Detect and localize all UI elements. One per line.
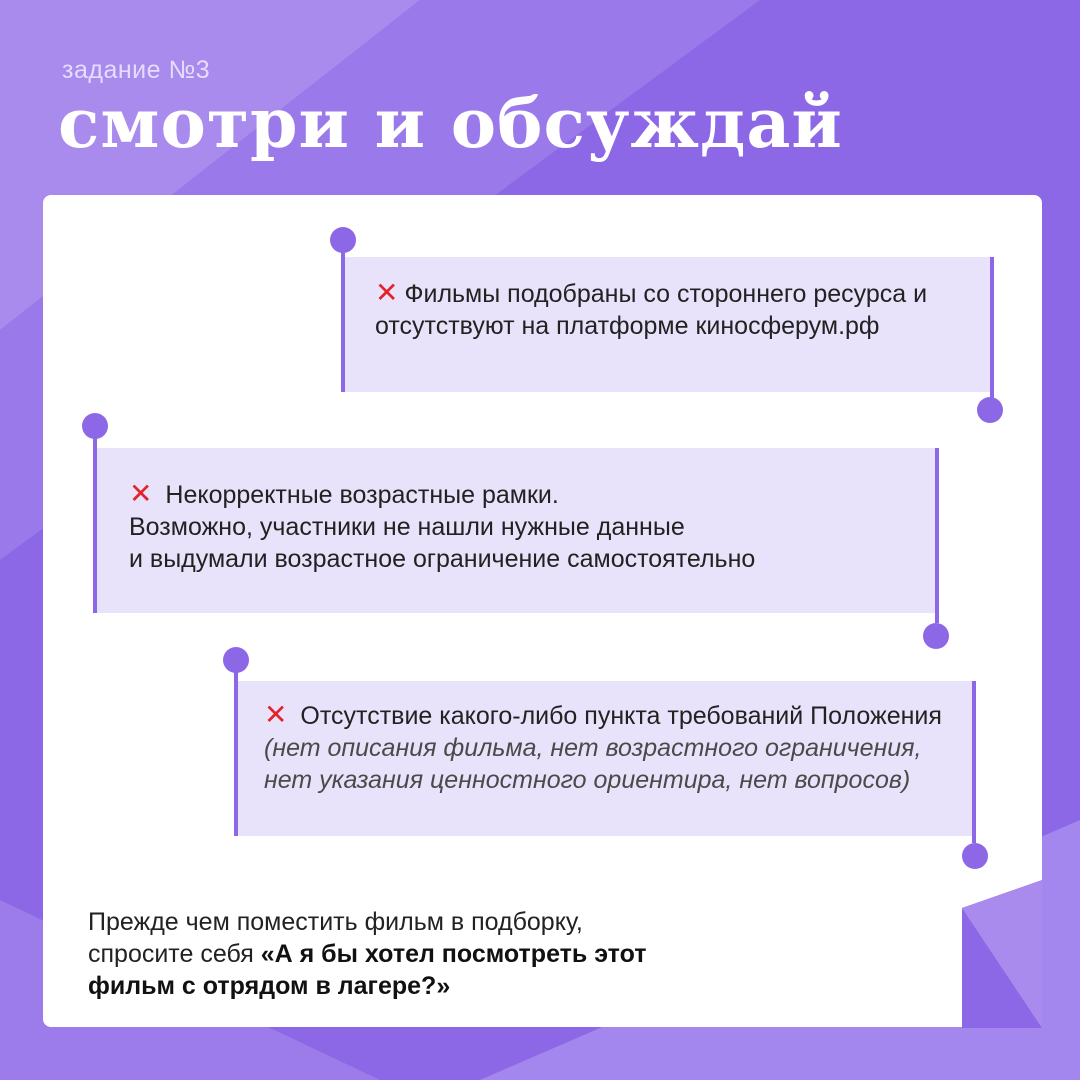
x-mark-icon: ✕ bbox=[129, 478, 153, 509]
closing-question bbox=[88, 906, 688, 1002]
x-mark-icon: ✕ bbox=[375, 277, 399, 308]
task-label: задание №3 bbox=[62, 56, 211, 84]
issue-note-1 bbox=[345, 257, 990, 392]
issue-note-3 bbox=[238, 681, 972, 836]
note-1-bottom-dot bbox=[977, 397, 1003, 423]
question-intro: Прежде чем поместить фильм в подборку, спросите себя bbox=[88, 908, 583, 968]
note-1-text: Фильмы подобраны со стороннего ресурса и отсутствуют на платформе киносферум.рф bbox=[375, 280, 928, 340]
question-quote: «А я бы хотел посмотреть этот фильм с отрядом в лагере?» bbox=[88, 940, 647, 1000]
note-3-left-line bbox=[234, 669, 238, 836]
note-2-line-3: и выдумали возрастное ограничение самостоятельно bbox=[129, 545, 756, 573]
note-3-bottom-dot bbox=[962, 843, 988, 869]
issue-note-2 bbox=[97, 448, 935, 613]
page-title: смотри и обсуждай bbox=[58, 84, 843, 164]
note-1-right-line bbox=[990, 257, 994, 402]
note-2-top-dot bbox=[82, 413, 108, 439]
note-2-line-2: Возможно, участники не нашли нужные данные bbox=[129, 513, 685, 541]
note-3-italic: (нет описания фильма, нет возрастного ограничения, нет указания ценностного ориентира, нет вопросов) bbox=[264, 734, 922, 794]
note-2-bottom-dot bbox=[923, 623, 949, 649]
note-3-text: Отсутствие какого-либо пункта требований Положения bbox=[300, 702, 942, 730]
note-1-left-line bbox=[341, 242, 345, 392]
note-2-left-line bbox=[93, 433, 97, 613]
note-2-line-1: Некорректные возрастные рамки. bbox=[165, 481, 559, 509]
note-3-right-line bbox=[972, 681, 976, 843]
note-2-right-line bbox=[935, 448, 939, 623]
note-3-top-dot bbox=[223, 647, 249, 673]
note-1-top-dot bbox=[330, 227, 356, 253]
x-mark-icon: ✕ bbox=[264, 699, 288, 730]
